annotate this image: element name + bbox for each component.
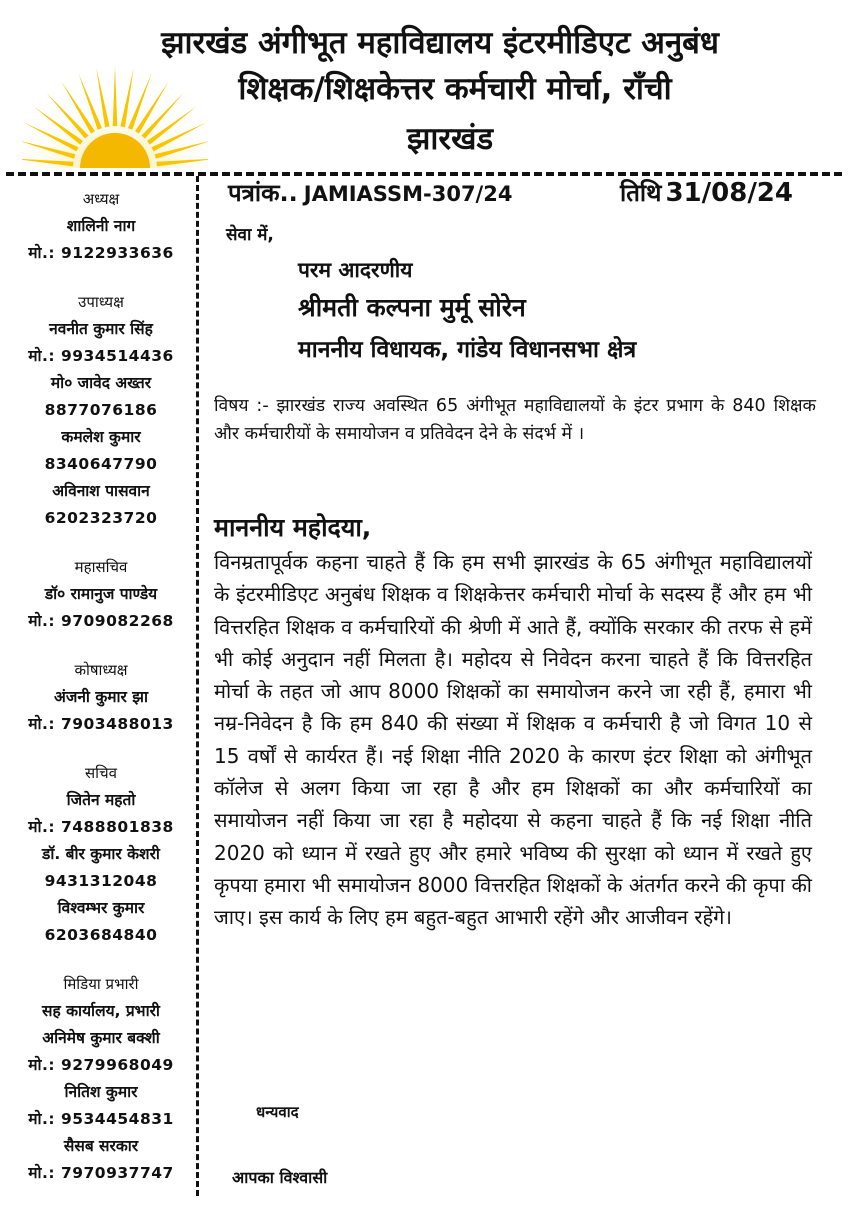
sidebar-line: कमलेश कुमार	[61, 428, 141, 446]
sidebar-role: मिडिया प्रभारी	[63, 975, 139, 993]
sidebar-phone: 6202323720	[44, 509, 158, 527]
date-value: 31/08/24	[665, 178, 793, 208]
sidebar-line: नवनीत कुमार सिंह	[49, 320, 153, 338]
sidebar-divider	[196, 176, 199, 1196]
sidebar-phone: मो.: 9934514436	[28, 347, 174, 365]
sidebar-role: उपाध्यक्ष	[78, 293, 124, 311]
sidebar-phone: मो.: 9279968049	[28, 1056, 174, 1074]
sidebar-phone: मो.: 9709082268	[28, 612, 174, 630]
sidebar-group-secretary	[10, 760, 192, 949]
sidebar-role: अध्यक्ष	[82, 190, 120, 208]
org-title-line2: शिक्षक/शिक्षकेत्तर कर्मचारी मोर्चा, राँची	[238, 71, 672, 107]
sidebar-role: सचिव	[85, 764, 117, 782]
sidebar-role: कोषाध्यक्ष	[74, 661, 128, 679]
sidebar-line: विश्वम्भर कुमार	[57, 899, 145, 917]
ref-label: पत्रांक	[228, 179, 280, 207]
sidebar-line: अविनाश पासवान	[52, 482, 150, 500]
sidebar-line: सैसब सरकार	[63, 1137, 139, 1155]
sidebar-line: डॉ० रामानुज पाण्डेय	[44, 585, 158, 603]
sidebar-group-general-secretary	[10, 554, 192, 635]
to-line: सेवा में,	[226, 225, 274, 245]
sidebar-phone: 8340647790	[44, 455, 158, 473]
sidebar-line: सह कार्यालय, प्रभारी	[42, 1002, 160, 1020]
sidebar-group-vice-president	[10, 289, 192, 532]
sidebar-group-treasurer	[10, 657, 192, 738]
sidebar-line: अनिमेष कुमार बक्शी	[42, 1029, 160, 1047]
sidebar-phone: 6203684840	[44, 926, 158, 944]
sidebar-phone: मो.: 9122933636	[28, 244, 174, 262]
salutation: माननीय महोदया,	[214, 513, 372, 542]
sidebar-phone: मो.: 7970937747	[28, 1164, 174, 1182]
signoff-line: आपका विश्वासी	[232, 1168, 328, 1187]
addressee-name: श्रीमती कल्पना मुर्मू सोरेन	[298, 293, 526, 322]
sidebar-group-media	[10, 971, 192, 1187]
sidebar-line: अंजनी कुमार झा	[53, 688, 148, 706]
sidebar-phone: मो.: 7488801838	[28, 818, 174, 836]
date-label: तिथि	[620, 179, 662, 207]
sidebar-group-president	[10, 186, 192, 267]
sidebar-phone: 9431312048	[44, 872, 158, 890]
sidebar-line: शालिनी नाग	[66, 217, 136, 235]
ref-number: JAMIASSM-307/24	[303, 182, 513, 206]
addressee-designation: माननीय विधायक, गांडेय विधानसभा क्षेत्र	[298, 337, 637, 363]
sidebar-line: मो० जावेद अख्तर	[50, 374, 152, 392]
sidebar-phone: मो.: 9534454831	[28, 1110, 174, 1128]
sidebar-line: जितेन महतो	[66, 791, 136, 809]
letter-body: विनम्रतापूर्वक कहना चाहते हैं कि हम सभी झारखंड के 65 अंगीभूत महाविद्यालयों के इंटरमीडिएट अनुबंध शिक्षक व शिक्षकेत्तर कर्मचारी मोर्चा के सदस्य हैं और हम भी वित्तरहित शिक्षक व कर्मचारियों की श्रेणी में आते हैं, क्योंकि सरकार की तरफ से हमें भी कोई अनुदान नहीं मिलता है। महोदय से निवेदन करना चाहते हैं कि वित्तरहित मोर्चा के तहत जो आप 8000 शिक्षकों का समायोजन करने जा रही हैं, हमारा भी नम्र-निवेदन है कि हम 840 की संख्या में शिक्षक व कर्मचारी है जो विगत 10 से 15 वर्षों से कार्यरत हैं। नई शिक्षा नीति 2020 के कारण इंटर शिक्षा को अंगीभूत कॉलेज से अलग किया जा रहा है और हम शिक्षकों का और कर्मचारियों का समायोजन नहीं किया जा रहा है महोदया से कहना चाहते हैं कि नई शिक्षा नीति 2020 को ध्यान में रखते हुए और हमारे भविष्य की सुरक्षा को ध्यान में रखते हुए कृपया हमारा भी समायोजन 8000 वित्तरहित शिक्षकों के अंतर्गत करने की कृपा की जाए। इस कार्य के लिए हम बहुत-बहुत आभारी रहेंगे और आजीवन रहेंगे।	[214, 550, 812, 930]
sidebar-phone: मो.: 7903488013	[28, 715, 174, 733]
office-bearers-sidebar	[10, 186, 192, 1209]
org-title-line1: झारखंड अंगीभूत महाविद्यालय इंटरमीडिएट अनुबंध	[161, 25, 719, 61]
sidebar-line: नितिश कुमार	[64, 1083, 138, 1101]
thanks-line: धन्यवाद	[256, 1103, 299, 1121]
letter-reference	[228, 176, 512, 209]
sidebar-phone: 8877076186	[44, 401, 158, 419]
addressee-honorific: परम आदरणीय	[298, 258, 413, 282]
letter-date	[620, 176, 793, 209]
sidebar-role: महासचिव	[74, 558, 128, 576]
ref-dots: ..	[279, 179, 298, 207]
letter-subject: विषय :- झारखंड राज्य अवस्थित 65 अंगीभूत महाविद्यालयों के इंटर प्रभाग के 840 शिक्षक और कर्मचारीयों के समायोजन व प्रतिवेदन देने के संदर्भ में ।	[214, 396, 816, 444]
sidebar-line: डॉ. बीर कुमार केशरी	[42, 845, 160, 863]
org-title-line3: झारखंड	[406, 121, 494, 157]
